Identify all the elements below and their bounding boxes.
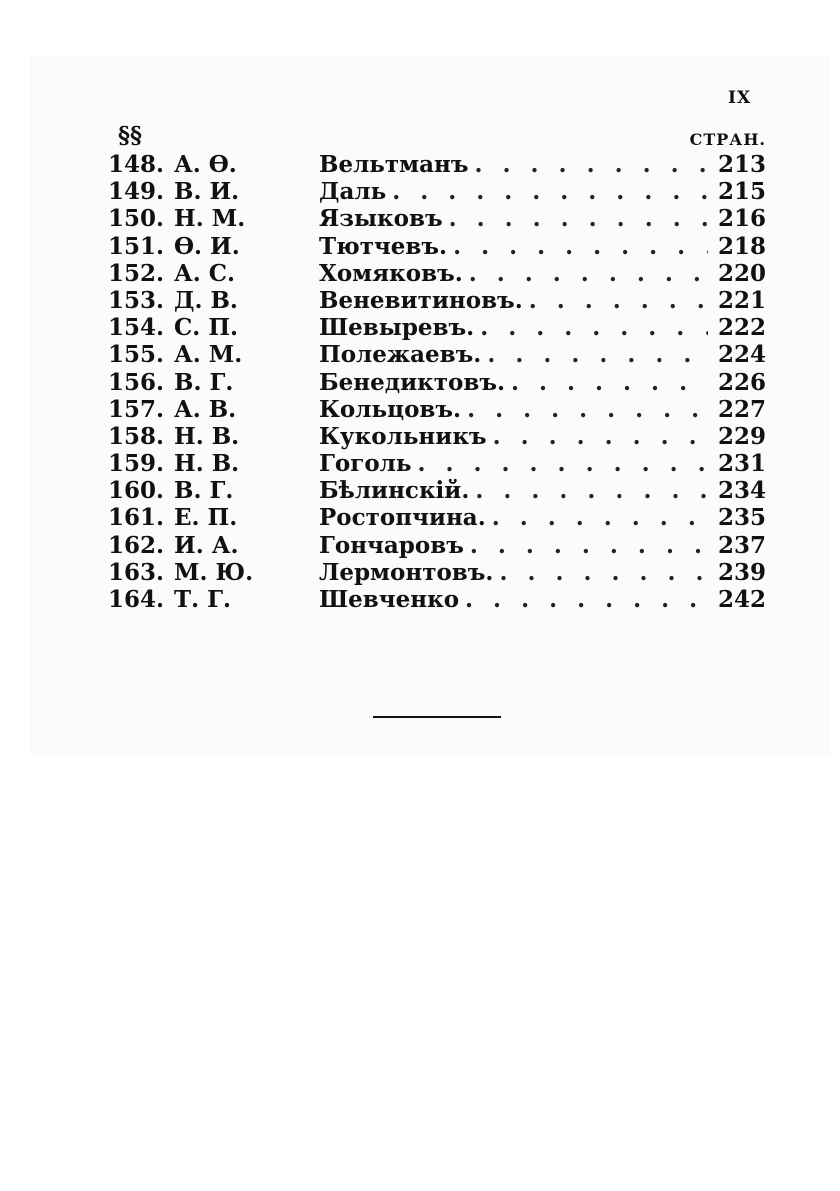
dot-leader (447, 233, 708, 260)
dot-leader (443, 205, 708, 232)
entry-page: 239 (717, 558, 766, 586)
toc-entry (108, 233, 766, 260)
entry-name: Кукольникъ (319, 422, 487, 450)
entry-number: 153. (108, 286, 165, 314)
entry-name: Языковъ (319, 205, 443, 233)
entry-page: 218 (717, 232, 766, 260)
toc-entry (108, 369, 766, 396)
entry-number: 154. (108, 314, 165, 342)
dot-leader (481, 341, 708, 368)
entry-number: 151. (108, 232, 165, 260)
toc-entry (108, 504, 766, 531)
entry-initials: М. Ю. (174, 558, 254, 586)
entry-initials: Н. М. (174, 205, 246, 233)
entry-number: 148. (108, 151, 165, 178)
entry-number: 160. (108, 477, 165, 505)
page-number: IX (728, 88, 752, 108)
entry-initials: А. В. (174, 395, 237, 423)
dot-leader (469, 477, 708, 504)
toc-entry (108, 423, 766, 450)
entry-number: 155. (108, 341, 165, 369)
entry-page: 215 (717, 178, 766, 206)
toc-entry (108, 396, 766, 423)
toc-entry (108, 532, 766, 559)
entry-initials: Ѳ. И. (174, 232, 240, 260)
entry-number: 152. (108, 259, 165, 287)
toc-entry (108, 287, 766, 314)
entry-page: 226 (717, 368, 766, 396)
entry-page: 235 (717, 504, 766, 532)
dot-leader (459, 586, 708, 613)
toc-entry (108, 477, 766, 504)
entry-page: 234 (717, 477, 766, 505)
entry-initials: Н. В. (174, 450, 240, 478)
entry-name: Кольцовъ. (319, 395, 462, 423)
entry-number: 149. (108, 178, 165, 206)
toc-entry (108, 559, 766, 586)
entry-number: 163. (108, 558, 165, 586)
entry-initials: С. П. (174, 314, 239, 342)
section-symbol: §§ (118, 122, 143, 149)
entry-page: 237 (717, 531, 766, 559)
entry-name: Тютчевъ. (319, 232, 448, 260)
entry-name: Бенедиктовъ. (319, 368, 505, 396)
entry-number: 158. (108, 422, 165, 450)
entry-number: 159. (108, 450, 165, 478)
dot-leader (505, 369, 708, 396)
entry-name: Веневитиновъ. (319, 286, 523, 314)
entry-number: 157. (108, 395, 165, 423)
entry-initials: А. М. (174, 341, 243, 369)
dot-leader (487, 423, 708, 450)
entry-name: Вельтманъ (319, 151, 469, 178)
entry-page: 242 (717, 586, 766, 613)
dot-leader (411, 450, 708, 477)
entry-page: 221 (717, 286, 766, 314)
toc-entry (108, 205, 766, 232)
table-of-contents (108, 151, 766, 613)
entry-initials: В. Г. (174, 368, 234, 396)
entry-initials: Н. В. (174, 422, 240, 450)
entry-number: 156. (108, 368, 165, 396)
page-column-label: СТРАН. (689, 130, 766, 149)
toc-entry (108, 151, 766, 178)
dot-leader (493, 559, 708, 586)
toc-entry (108, 586, 766, 613)
entry-page: 220 (717, 259, 766, 287)
entry-name: Ростопчина. (319, 504, 486, 532)
entry-name: Лермонтовъ. (319, 558, 494, 586)
entry-page: 213 (717, 151, 766, 178)
entry-initials: А. С. (174, 259, 236, 287)
entry-number: 161. (108, 504, 165, 532)
dot-leader (464, 532, 708, 559)
dot-leader (474, 314, 708, 341)
entry-name: Полежаевъ. (319, 341, 482, 369)
entry-initials: В. Г. (174, 477, 234, 505)
entry-page: 229 (717, 422, 766, 450)
entry-initials: Т. Г. (174, 586, 232, 613)
toc-entry (108, 314, 766, 341)
toc-header (108, 122, 766, 152)
toc-entry (108, 260, 766, 287)
closing-rule (373, 716, 501, 718)
entry-name: Бѣлинскій. (319, 477, 470, 505)
toc-entry (108, 341, 766, 368)
toc-entry (108, 178, 766, 205)
dot-leader (486, 504, 708, 531)
entry-page: 224 (717, 341, 766, 369)
entry-initials: А. Ѳ. (174, 151, 237, 178)
toc-entry (108, 450, 766, 477)
entry-initials: Е. П. (174, 504, 238, 532)
entry-name: Шевыревъ. (319, 314, 475, 342)
entry-number: 150. (108, 205, 165, 233)
entry-page: 231 (717, 450, 766, 478)
entry-initials: Д. В. (174, 286, 238, 314)
entry-name: Хомяковъ. (319, 259, 463, 287)
entry-number: 162. (108, 531, 165, 559)
dot-leader (461, 396, 708, 423)
entry-name: Шевченко (319, 586, 460, 613)
entry-name: Гоголь (319, 450, 412, 478)
entry-number: 164. (108, 586, 165, 613)
dot-leader (469, 151, 708, 178)
entry-initials: В. И. (174, 178, 240, 206)
entry-name: Даль (319, 178, 387, 206)
dot-leader (523, 287, 708, 314)
entry-page: 227 (717, 395, 766, 423)
entry-page: 216 (717, 205, 766, 233)
entry-name: Гончаровъ (319, 531, 464, 559)
entry-page: 222 (717, 314, 766, 342)
entry-initials: И. А. (174, 531, 239, 559)
dot-leader (463, 260, 708, 287)
dot-leader (386, 178, 708, 205)
